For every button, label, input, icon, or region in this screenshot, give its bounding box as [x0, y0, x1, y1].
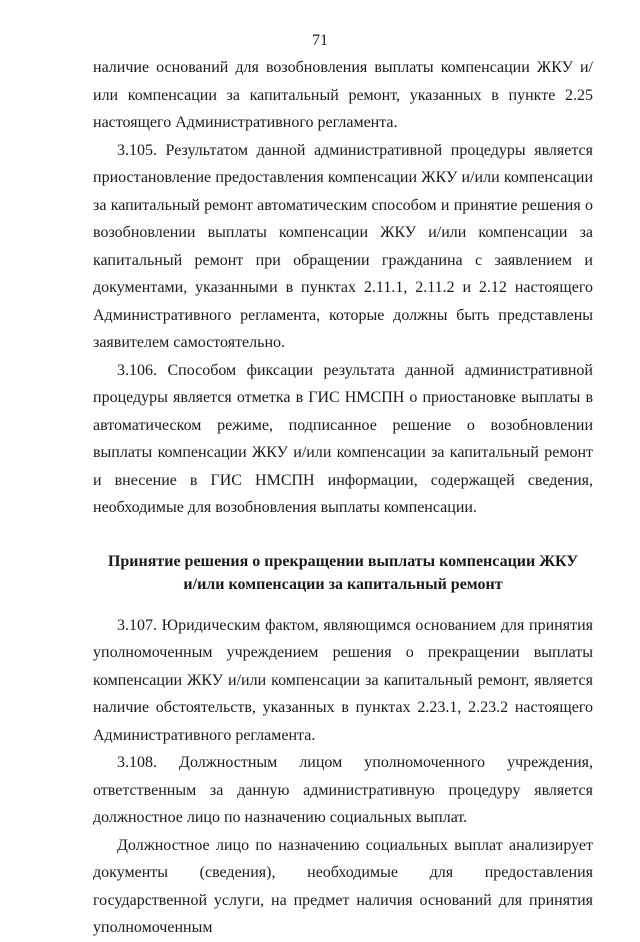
paragraph-continuation: наличие оснований для возобновления выплаты компенсации ЖКУ и/или компенсации за капитальный ремонт, указанных в пункте 2.25 настоящего Административного регламента. [93, 59, 593, 131]
section-heading-line-1: Принятие решения о прекращении выплаты компенсации ЖКУ [107, 552, 579, 570]
paragraph-3-107: 3.107. Юридическим фактом, являющимся основанием для принятия уполномоченным учреждением решения о прекращении выплаты компенсации ЖКУ и/или компенсации за капитальный ремонт, является наличие обстоятельств, указанных в пунктах 2.23.1, 2.23.2 настоящего Административного регламента. [93, 616, 593, 744]
paragraph-3-106: 3.106. Способом фиксации результата данной административной процедуры является отметка в ГИС НМСПН о приостановке выплаты в автоматическом режиме, подписанное решение о возобновлении выплаты компенсации ЖКУ и/или компенсации за капитальный ремонт и внесение в ГИС НМСПН информации, содержащей сведения, необходимые для возобновления выплаты компенсации. [93, 361, 593, 516]
paragraph-official-duties: Должностное лицо по назначению социальных выплат анализирует документы (сведения), необходимые для предоставления государственной услуги, на предмет наличия оснований для принятия уполномоченным [93, 836, 593, 936]
section-heading-line-2: и/или компенсации за капитальный ремонт [183, 575, 503, 593]
section-heading [93, 550, 593, 596]
document-body [93, 54, 593, 942]
page-number: 71 [312, 32, 328, 49]
paragraph-3-108: 3.108. Должностным лицом уполномоченного учреждения, ответственным за данную административную процедуру является должностное лицо по назначению социальных выплат. [93, 754, 593, 826]
paragraph-3-105: 3.105. Результатом данной административной процедуры является приостановление предоставления компенсации ЖКУ и/или компенсации за капитальный ремонт автоматическим способом и принятие решения о возобновлении выплаты компенсации ЖКУ и/или компенсации за капитальный ремонт при обращении гражданина с заявлением и документами, указанными в пунктах 2.11.1, 2.11.2 и 2.12 настоящего Административного регламента, которые должны быть представлены заявителем самостоятельно. [93, 141, 593, 351]
